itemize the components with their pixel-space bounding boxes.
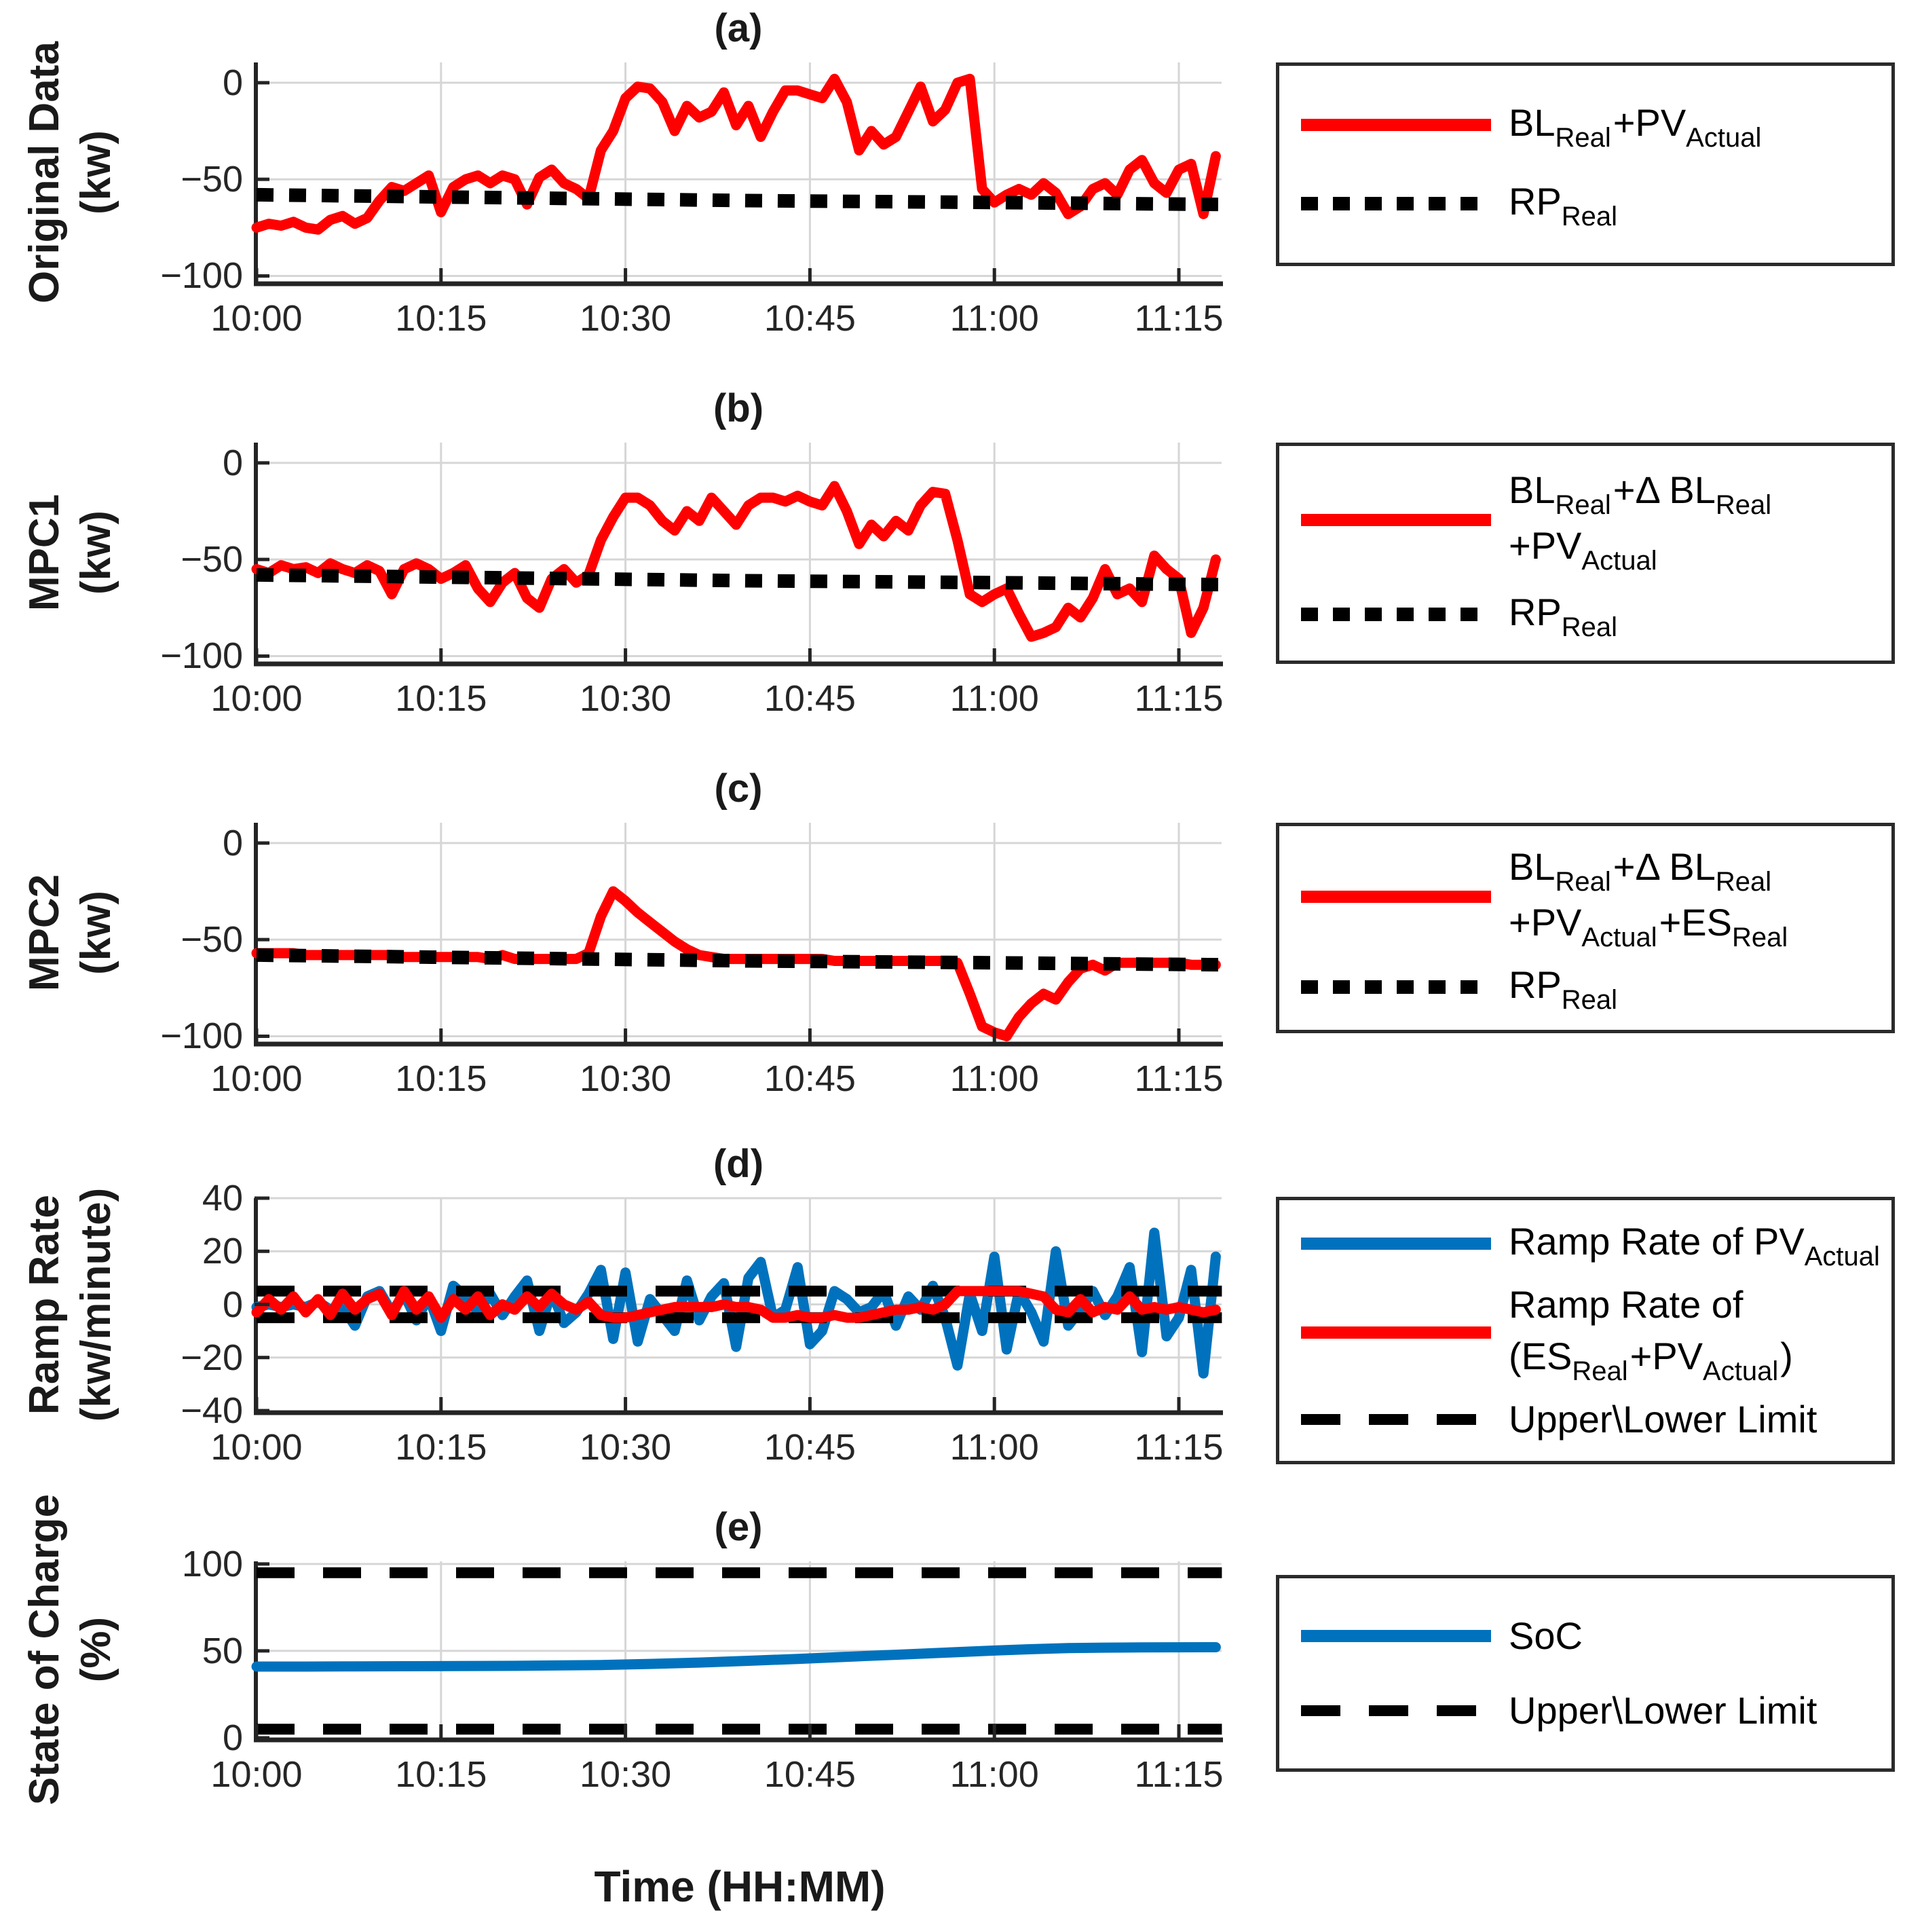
y-axis-label-line: MPC1	[21, 494, 68, 611]
x-tick-label: 10:15	[395, 298, 487, 339]
legend-label-text: Ramp Rate of PV	[1509, 1220, 1805, 1263]
subplot-e	[254, 1561, 1223, 1740]
y-axis-label-line: (kw)	[73, 890, 119, 975]
y-tick-label: 0	[222, 62, 243, 103]
legend-label-text: +PV	[1509, 524, 1582, 568]
legend-label-line	[1509, 587, 1619, 642]
legend-label	[1509, 841, 1790, 952]
legend-label-line	[1509, 1685, 1817, 1736]
legend-label-line	[1509, 841, 1790, 897]
legend-label-subscript: Real	[1555, 490, 1611, 521]
x-tick-label: 10:45	[764, 678, 856, 719]
x-tick-label: 10:45	[764, 1427, 856, 1468]
y-axis-label-line: State of Charge	[21, 1493, 68, 1806]
x-tick-label: 11:15	[1134, 1058, 1224, 1099]
legend-label-text: )	[1780, 1335, 1793, 1377]
legend-b	[1276, 443, 1895, 664]
subplot-c	[254, 823, 1223, 1044]
legend-label-text: +Δ BL	[1613, 845, 1716, 888]
legend-label-line	[1509, 1394, 1817, 1445]
y-tick-label: −100	[160, 1016, 243, 1057]
legend-entry	[1279, 97, 1891, 153]
legend-label-subscript: Real	[1572, 1356, 1628, 1386]
x-tick-label: 10:00	[210, 1754, 303, 1795]
legend-entry	[1279, 1685, 1891, 1736]
x-tick-label: 11:00	[949, 298, 1039, 339]
legend-label-text: RP	[1509, 180, 1562, 223]
y-axis-label-line: Ramp Rate	[21, 1194, 68, 1415]
legend-e	[1276, 1575, 1895, 1772]
legend-label	[1509, 464, 1773, 576]
subplot-a	[254, 62, 1223, 284]
x-tick-label: 10:15	[395, 1058, 487, 1099]
x-tick-label: 10:00	[210, 1058, 303, 1099]
legend-label-text: SoC	[1509, 1614, 1583, 1657]
y-tick-label: −20	[181, 1337, 243, 1378]
legend-label-line	[1509, 1610, 1583, 1662]
y-tick-label: −50	[181, 919, 243, 961]
legend-label-text: +PV	[1629, 1335, 1703, 1377]
x-tick-label: 10:00	[210, 678, 303, 719]
legend-label-subscript: Real	[1715, 867, 1772, 897]
legend-label-text: Upper\Lower Limit	[1509, 1689, 1817, 1732]
legend-label-text: BL	[1509, 468, 1556, 512]
legend-entry	[1279, 587, 1891, 642]
subplot-title-e: (e)	[714, 1505, 763, 1549]
legend-c	[1276, 823, 1895, 1033]
legend-label-subscript: Real	[1561, 985, 1618, 1015]
y-tick-label: −40	[181, 1390, 243, 1431]
legend-label-line	[1509, 1279, 1793, 1331]
y-axis-label-line: Original Data	[21, 41, 68, 303]
legend-swatch-solid-red	[1301, 1326, 1491, 1339]
x-tick-label: 10:45	[764, 1058, 856, 1099]
legend-entry	[1279, 841, 1891, 952]
x-tick-label: 11:15	[1134, 298, 1224, 339]
subplot-title-a: (a)	[714, 6, 763, 50]
legend-label-subscript: Real	[1555, 123, 1611, 153]
legend-a	[1276, 62, 1895, 266]
legend-label-subscript: Real	[1731, 923, 1788, 952]
legend-label-line	[1509, 176, 1619, 231]
legend-swatch-dotted-black	[1301, 980, 1491, 994]
subplot-b	[254, 443, 1223, 664]
legend-label	[1509, 97, 1763, 153]
legend-swatch-dashed-black	[1301, 1705, 1491, 1716]
x-tick-label: 11:15	[1134, 678, 1224, 719]
y-tick-label: 0	[222, 1717, 243, 1758]
legend-swatch-solid-red	[1301, 514, 1491, 526]
x-tick-label: 11:15	[1134, 1427, 1224, 1468]
y-tick-label: −100	[160, 635, 243, 677]
legend-label-text: +PV	[1613, 101, 1687, 144]
legend-entry	[1279, 1216, 1891, 1271]
x-tick-label: 10:30	[580, 1058, 672, 1099]
legend-label-line	[1509, 97, 1763, 153]
legend-entry	[1279, 464, 1891, 576]
series-RP_Real-line	[257, 575, 1222, 584]
legend-label-subscript: Actual	[1686, 123, 1762, 153]
legend-label-text: (ES	[1509, 1335, 1572, 1377]
x-tick-label: 10:30	[580, 298, 672, 339]
legend-swatch-dotted-black	[1301, 197, 1491, 210]
y-tick-label: 40	[202, 1178, 243, 1219]
legend-entry	[1279, 1394, 1891, 1445]
y-tick-label: 20	[202, 1231, 243, 1272]
x-tick-label: 10:00	[210, 1427, 303, 1468]
y-tick-label: −50	[181, 159, 243, 200]
legend-label-text: RP	[1509, 590, 1562, 633]
x-tick-label: 10:30	[580, 678, 672, 719]
y-axis-label-line: (%)	[73, 1616, 119, 1683]
legend-label-text: Upper\Lower Limit	[1509, 1398, 1817, 1441]
legend-label-line	[1509, 1216, 1882, 1271]
legend-label-line	[1509, 959, 1619, 1015]
legend-label-text: +PV	[1509, 901, 1582, 944]
subplot-title-b: (b)	[713, 386, 764, 430]
x-tick-label: 11:15	[1134, 1754, 1224, 1795]
legend-label-text: BL	[1509, 101, 1556, 144]
y-axis-label-line: (kw/minute)	[73, 1187, 119, 1422]
legend-label	[1509, 1279, 1793, 1386]
legend-label-text: +ES	[1659, 901, 1732, 944]
legend-label-subscript: Actual	[1703, 1356, 1779, 1386]
legend-label	[1509, 959, 1619, 1015]
legend-label-line	[1509, 1331, 1793, 1386]
legend-label	[1509, 1216, 1882, 1271]
legend-label	[1509, 176, 1619, 231]
legend-label-subscript: Real	[1561, 202, 1618, 231]
x-tick-label: 10:45	[764, 298, 856, 339]
x-tick-label: 10:30	[580, 1427, 672, 1468]
x-tick-label: 10:45	[764, 1754, 856, 1795]
legend-label-subscript: Actual	[1804, 1242, 1880, 1271]
x-tick-label: 10:15	[395, 678, 487, 719]
legend-entry	[1279, 176, 1891, 231]
subplot-title-c: (c)	[714, 766, 763, 811]
x-tick-label: 11:00	[949, 678, 1039, 719]
legend-swatch-dotted-black	[1301, 608, 1491, 621]
x-tick-label: 10:00	[210, 298, 303, 339]
legend-swatch-dashed-black	[1301, 1414, 1491, 1425]
y-tick-label: 100	[181, 1543, 243, 1584]
legend-label	[1509, 1610, 1583, 1662]
legend-label-subscript: Real	[1555, 867, 1611, 897]
x-tick-label: 11:00	[949, 1427, 1039, 1468]
legend-label	[1509, 1394, 1817, 1445]
legend-label-text: RP	[1509, 963, 1562, 1006]
y-tick-label: −50	[181, 539, 243, 580]
legend-swatch-solid-blue	[1301, 1238, 1491, 1250]
legend-label	[1509, 1685, 1817, 1736]
legend-entry	[1279, 959, 1891, 1015]
y-tick-label: 0	[222, 822, 243, 863]
subplot-d	[254, 1198, 1223, 1413]
y-axis-label-e	[19, 1412, 128, 1887]
legend-label-subscript: Actual	[1581, 923, 1657, 952]
legend-entry	[1279, 1610, 1891, 1662]
x-axis-label: Time (HH:MM)	[594, 1862, 886, 1911]
legend-entry	[1279, 1279, 1891, 1386]
x-tick-label: 11:00	[949, 1058, 1039, 1099]
legend-swatch-solid-red	[1301, 891, 1491, 903]
series-BL_Real+ΔBL_Real+PV_Actual-line	[257, 486, 1216, 637]
legend-swatch-solid-blue	[1301, 1630, 1491, 1642]
legend-label-subscript: Real	[1561, 612, 1618, 642]
legend-label-text: BL	[1509, 845, 1556, 888]
y-axis-label-line: (kw)	[73, 510, 119, 595]
y-tick-label: 0	[222, 442, 243, 483]
y-axis-label-line: (kw)	[73, 130, 119, 215]
legend-label-subscript: Real	[1715, 490, 1772, 521]
x-tick-label: 10:15	[395, 1754, 487, 1795]
subplot-title-d: (d)	[713, 1142, 764, 1186]
x-tick-label: 10:30	[580, 1754, 672, 1795]
y-tick-label: −100	[160, 255, 243, 297]
series-RP_Real-line	[257, 195, 1222, 204]
legend-d	[1276, 1197, 1895, 1464]
legend-label-text: Ramp Rate of	[1509, 1283, 1744, 1326]
y-axis-label-line: MPC2	[21, 874, 68, 991]
legend-label-text: +Δ BL	[1613, 468, 1716, 512]
y-tick-label: 50	[202, 1630, 243, 1671]
y-tick-label: 0	[222, 1284, 243, 1325]
x-tick-label: 11:00	[949, 1754, 1039, 1795]
legend-label-subscript: Actual	[1581, 546, 1657, 576]
legend-label-line	[1509, 464, 1773, 520]
legend-label	[1509, 587, 1619, 642]
x-tick-label: 10:15	[395, 1427, 487, 1468]
legend-swatch-solid-red	[1301, 119, 1491, 131]
